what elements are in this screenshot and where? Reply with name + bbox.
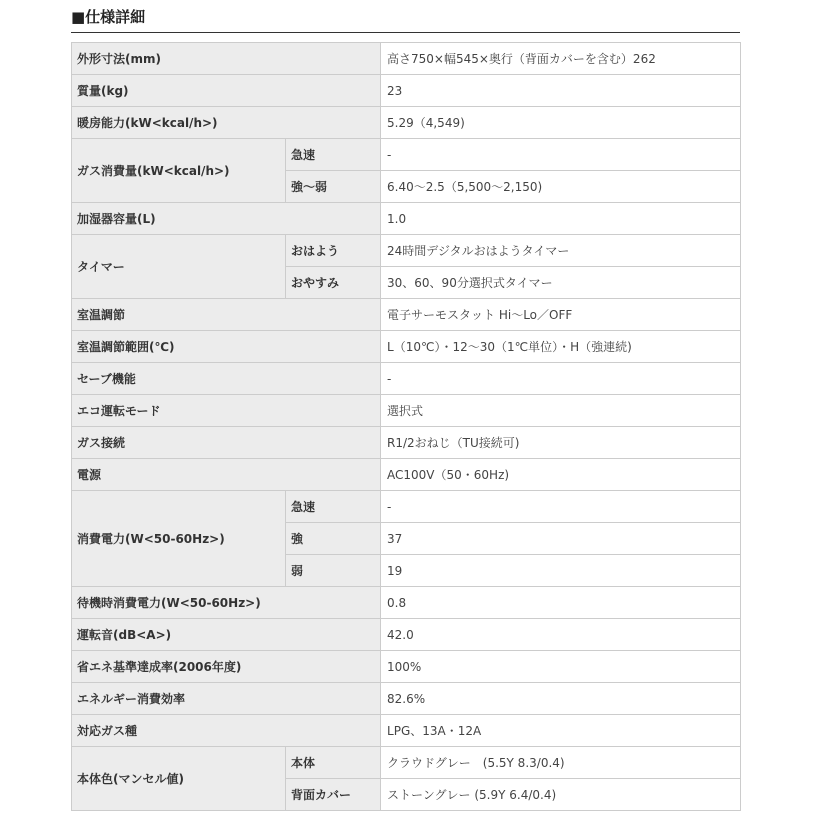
spec-row <box>72 651 741 683</box>
spec-value: ストーングレー (5.9Y 6.4/0.4) <box>381 779 741 811</box>
spec-value: 19 <box>381 555 741 587</box>
section-title: ■仕様詳細 <box>71 6 740 33</box>
spec-row <box>72 747 741 779</box>
spec-label: セーブ機能 <box>72 363 381 395</box>
spec-row <box>72 43 741 75</box>
spec-label: タイマー <box>72 235 286 299</box>
spec-label: 暖房能力(kW<kcal/h>) <box>72 107 381 139</box>
spec-value: AC100V（50・60Hz) <box>381 459 741 491</box>
spec-label: 待機時消費電力(W<50-60Hz>) <box>72 587 381 619</box>
spec-row <box>72 363 741 395</box>
spec-label: 省エネ基準達成率(2006年度) <box>72 651 381 683</box>
spec-value: 0.8 <box>381 587 741 619</box>
spec-value: 電子サーモスタット Hi～Lo／OFF <box>381 299 741 331</box>
spec-label: 運転音(dB<A>) <box>72 619 381 651</box>
spec-sublabel: 強 <box>286 523 381 555</box>
spec-label: 消費電力(W<50-60Hz>) <box>72 491 286 587</box>
spec-label: 室温調節範囲(℃) <box>72 331 381 363</box>
spec-value: - <box>381 491 741 523</box>
spec-value: R1/2おねじ（TU接続可) <box>381 427 741 459</box>
spec-value: LPG、13A・12A <box>381 715 741 747</box>
spec-label: 対応ガス種 <box>72 715 381 747</box>
spec-sublabel: 背面カバー <box>286 779 381 811</box>
spec-row <box>72 619 741 651</box>
spec-value: - <box>381 363 741 395</box>
spec-row <box>72 491 741 523</box>
spec-label: 質量(kg) <box>72 75 381 107</box>
spec-value: 1.0 <box>381 203 741 235</box>
spec-sublabel: おやすみ <box>286 267 381 299</box>
spec-value: 5.29（4,549) <box>381 107 741 139</box>
spec-value: L（10℃）・12～30（1℃単位）・H（強連続) <box>381 331 741 363</box>
spec-label: 本体色(マンセル値) <box>72 747 286 811</box>
spec-value: 6.40～2.5（5,500～2,150) <box>381 171 741 203</box>
spec-label: 外形寸法(mm) <box>72 43 381 75</box>
spec-row <box>72 459 741 491</box>
spec-label: 加湿器容量(L) <box>72 203 381 235</box>
spec-row <box>72 299 741 331</box>
spec-label: エコ運転モード <box>72 395 381 427</box>
spec-sublabel: 本体 <box>286 747 381 779</box>
spec-value: 選択式 <box>381 395 741 427</box>
spec-sublabel: おはよう <box>286 235 381 267</box>
spec-row <box>72 235 741 267</box>
spec-value: 42.0 <box>381 619 741 651</box>
spec-row <box>72 587 741 619</box>
spec-value: 100% <box>381 651 741 683</box>
spec-row <box>72 427 741 459</box>
spec-row <box>72 715 741 747</box>
spec-value: 23 <box>381 75 741 107</box>
spec-label: ガス消費量(kW<kcal/h>) <box>72 139 286 203</box>
spec-row <box>72 75 741 107</box>
spec-label: 室温調節 <box>72 299 381 331</box>
spec-label: 電源 <box>72 459 381 491</box>
spec-table <box>71 42 741 811</box>
spec-sublabel: 弱 <box>286 555 381 587</box>
spec-value: 30、60、90分選択式タイマー <box>381 267 741 299</box>
spec-sublabel: 急速 <box>286 139 381 171</box>
spec-value: 高さ750×幅545×奥行（背面カバーを含む）262 <box>381 43 741 75</box>
spec-row <box>72 203 741 235</box>
spec-sublabel: 強～弱 <box>286 171 381 203</box>
spec-value: クラウドグレー (5.5Y 8.3/0.4) <box>381 747 741 779</box>
spec-sublabel: 急速 <box>286 491 381 523</box>
spec-value: 37 <box>381 523 741 555</box>
spec-row <box>72 331 741 363</box>
spec-value: 24時間デジタルおはようタイマー <box>381 235 741 267</box>
spec-row <box>72 139 741 171</box>
spec-row <box>72 395 741 427</box>
spec-value: 82.6% <box>381 683 741 715</box>
spec-label: ガス接続 <box>72 427 381 459</box>
spec-value: - <box>381 139 741 171</box>
spec-row <box>72 683 741 715</box>
spec-row <box>72 107 741 139</box>
spec-label: エネルギー消費効率 <box>72 683 381 715</box>
